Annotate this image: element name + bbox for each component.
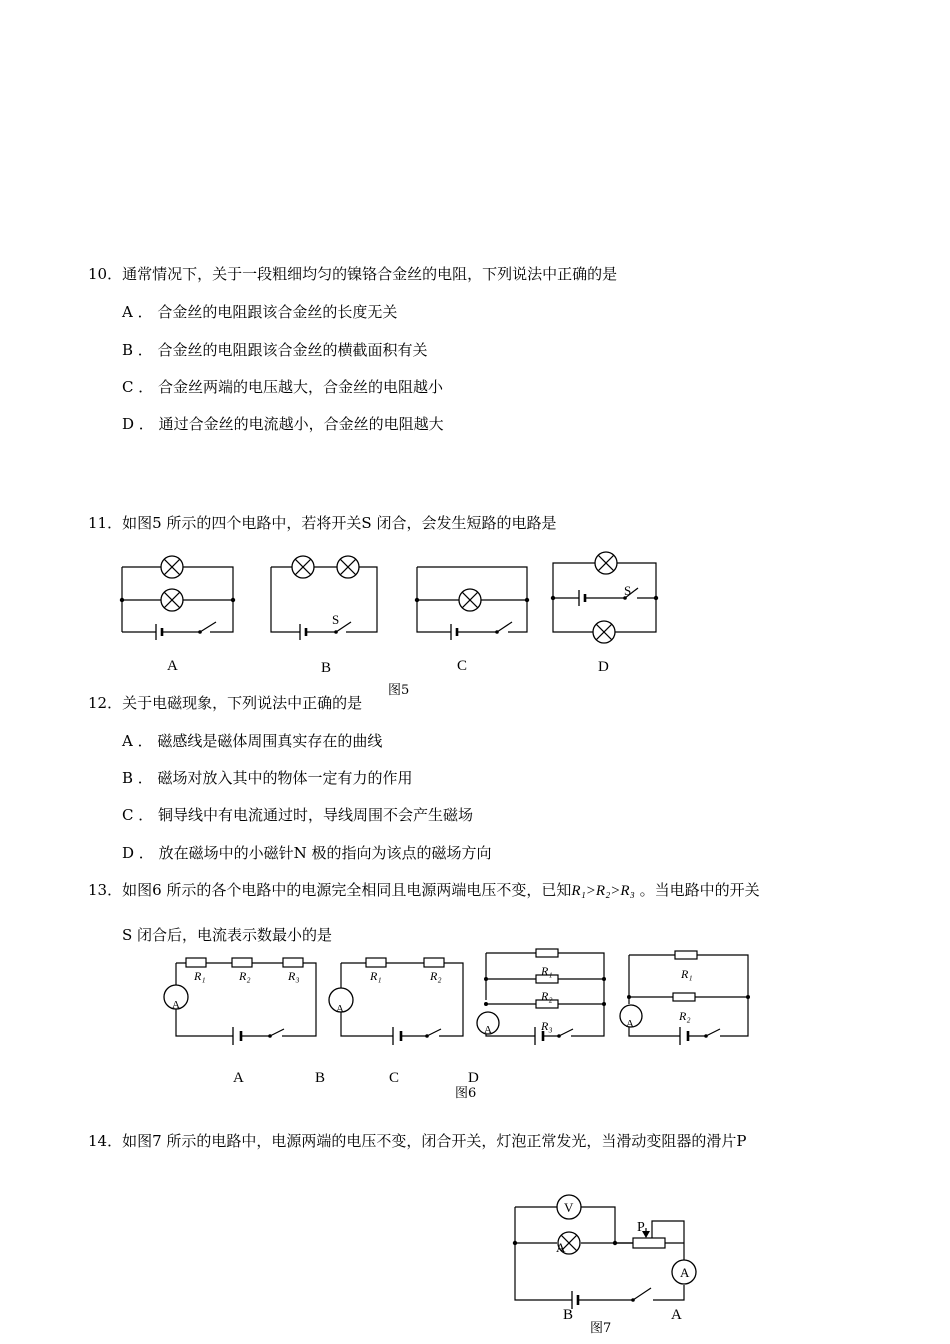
q12-stem: 12．关于电磁现象，下列说法中正确的是 <box>88 694 363 712</box>
fig5-circuit-c <box>415 567 529 640</box>
q11-stem: 11．如图5 所示的四个电路中，若将开关S 闭合，会发生短路的电路是 <box>88 514 557 532</box>
fig6b-meter: A <box>336 1003 344 1015</box>
q13-stem-formula: R₁>R₂>R₃ <box>571 883 635 899</box>
fig6-circuit-b <box>329 958 463 1045</box>
lamp-icon <box>593 621 615 643</box>
fig5-label-d: D <box>598 659 609 675</box>
fig7-caption: 图7 <box>590 1321 612 1336</box>
fig6d-r2: R₂ <box>679 1009 691 1023</box>
fig6c-meter: A <box>484 1024 492 1036</box>
lamp-icon <box>337 556 359 578</box>
fig6a-r3: R₃ <box>288 969 300 983</box>
fig5-circuit-d <box>551 552 658 643</box>
q14-stem: 14．如图7 所示的电路中，电源两端的电压不变，闭合开关，灯泡正常发光，当滑动变阻器的滑片P <box>88 1132 747 1150</box>
q10-stem: 10．通常情况下，关于一段粗细均匀的镍铬合金丝的电阻，下列说法中正确的是 <box>88 265 618 283</box>
fig6c-r3: R₃ <box>541 1019 553 1033</box>
fig6a-meter: A <box>172 999 180 1011</box>
fig5-switch-label-b: S <box>332 612 340 627</box>
fig6d-meter: A <box>626 1018 634 1030</box>
fig5-switch-label-d: S <box>624 583 632 598</box>
q13-stem-line2: S 闭合后，电流表示数最小的是 <box>122 926 333 944</box>
q10-option-d: D ． 通过合金丝的电流越小，合金丝的电阻越大 <box>122 415 444 433</box>
fig7-ammeter-label: A <box>680 1265 690 1280</box>
fig6-caption: 图6 <box>455 1086 477 1101</box>
fig6-label-b: B <box>315 1070 326 1086</box>
fig6-label-d: D <box>468 1070 479 1086</box>
q12-option-c: C ． 铜导线中有电流通过时，导线周围不会产生磁场 <box>122 806 474 824</box>
fig7-point-b: B <box>563 1307 574 1323</box>
fig7-voltmeter-label: V <box>564 1200 574 1215</box>
fig7-circuit <box>513 1195 696 1309</box>
fig5-circuit-b <box>271 556 377 640</box>
fig6a-r1: R₁ <box>194 969 206 983</box>
fig6c-r1: R₁ <box>541 964 553 978</box>
lamp-icon <box>161 556 183 578</box>
fig5-label-b: B <box>321 660 332 676</box>
fig5-caption: 图5 <box>388 683 410 698</box>
fig6b-r2: R₂ <box>430 969 442 983</box>
q10-option-c: C ． 合金丝两端的电压越大，合金丝的电阻越小 <box>122 378 444 396</box>
fig5-label-c: C <box>457 658 468 674</box>
q10-option-a: A ． 合金丝的电阻跟该合金丝的长度无关 <box>122 303 398 321</box>
lamp-icon <box>595 552 617 574</box>
lamp-icon <box>292 556 314 578</box>
fig6a-r2: R₂ <box>239 969 251 983</box>
fig5-circuit-a <box>120 556 235 640</box>
lamp-icon <box>459 589 481 611</box>
q12-option-a: A ． 磁感线是磁体周围真实存在的曲线 <box>122 732 383 750</box>
fig7-slider-label: P <box>637 1220 645 1235</box>
q12-option-b: B ． 磁场对放入其中的物体一定有力的作用 <box>122 769 413 787</box>
fig6-circuit-d <box>620 951 750 1045</box>
fig7-lamp-label: A <box>556 1240 566 1255</box>
fig7-point-a: A <box>671 1307 682 1323</box>
fig6d-r1: R₁ <box>681 967 693 981</box>
fig5-label-a: A <box>167 658 178 674</box>
fig6c-r2: R₂ <box>541 989 553 1003</box>
q13-stem-prefix: 13．如图6 所示的各个电路中的电源完全相同且电源两端电压不变，已知 <box>88 881 572 899</box>
fig6b-r1: R₁ <box>370 969 382 983</box>
lamp-icon <box>161 589 183 611</box>
fig6-label-a: A <box>233 1070 244 1086</box>
fig6-label-c: C <box>389 1070 400 1086</box>
q10-option-b: B ． 合金丝的电阻跟该合金丝的横截面积有关 <box>122 341 428 359</box>
q13-stem-suffix: 。当电路中的开关 <box>634 881 760 899</box>
q12-option-d: D ． 放在磁场中的小磁针N 极的指向为该点的磁场方向 <box>122 844 492 862</box>
